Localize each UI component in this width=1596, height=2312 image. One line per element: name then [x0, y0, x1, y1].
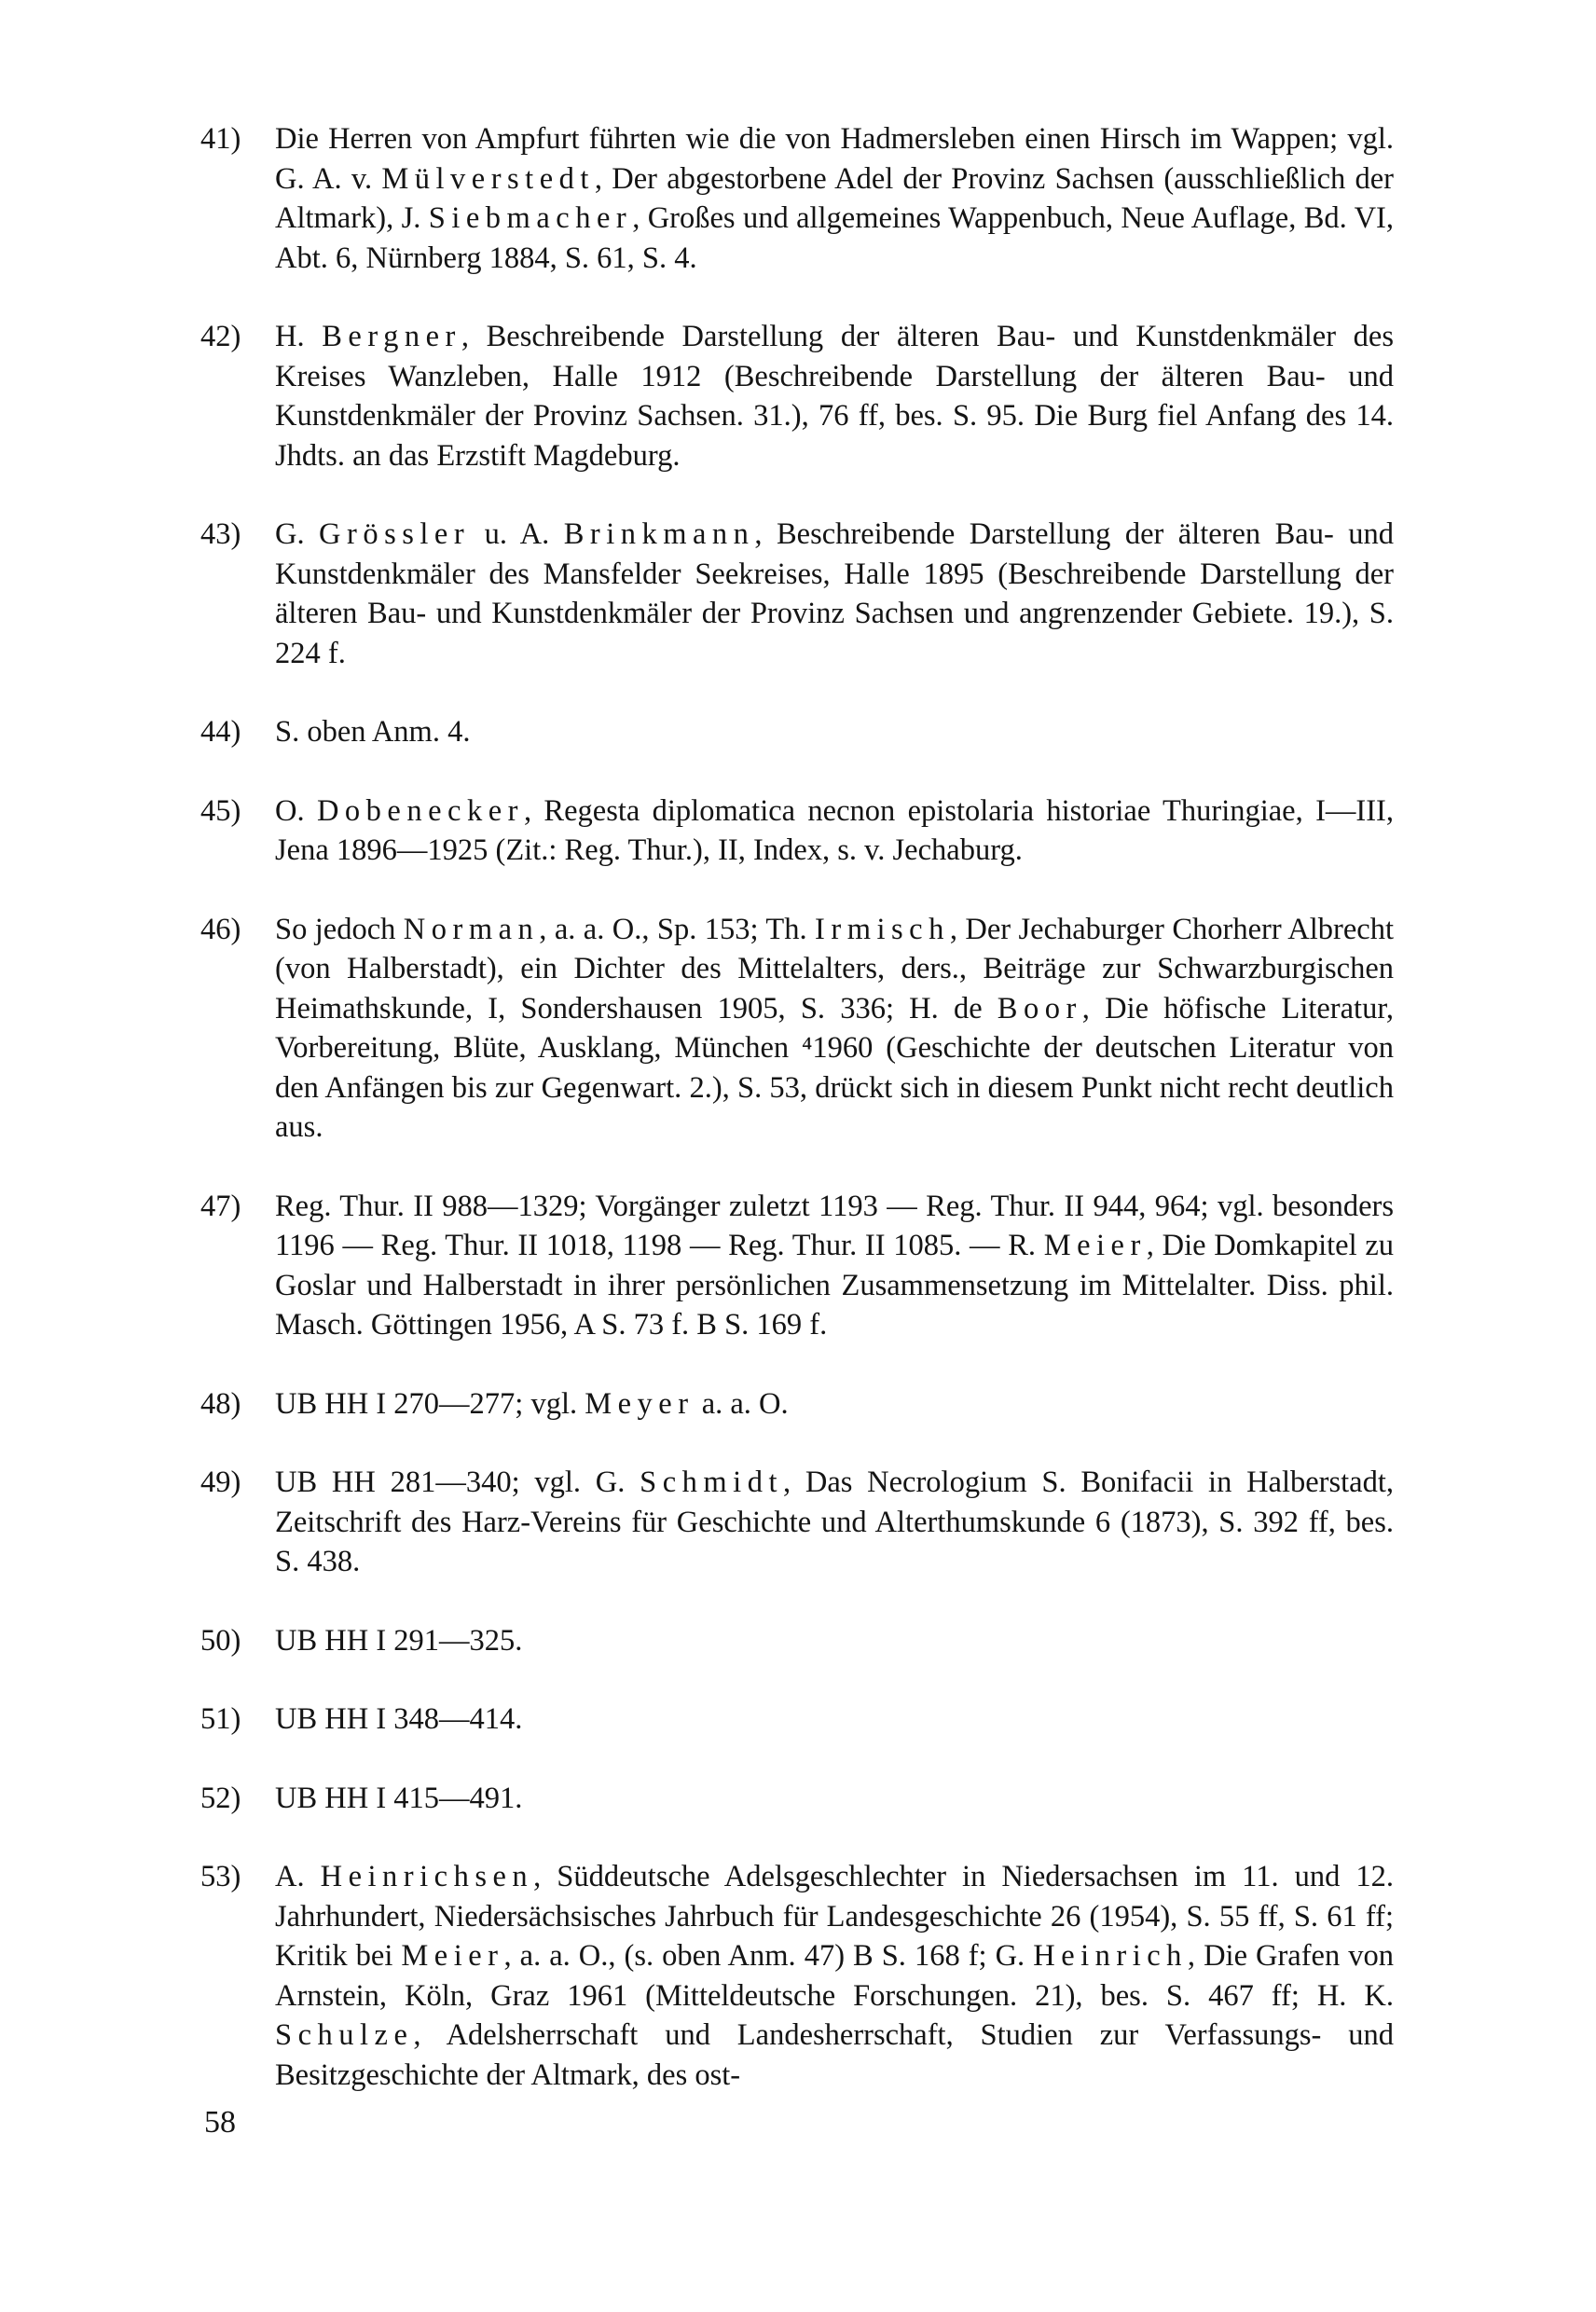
- footnote-1: [200, 317, 1394, 475]
- author-name: Dobenecker: [316, 793, 524, 828]
- footnote-0: [200, 119, 1394, 278]
- footnote-text: UB HH I 270—277; vgl.: [275, 1386, 585, 1421]
- footnote-2: [200, 515, 1394, 673]
- author-name: Meier: [401, 1939, 504, 1973]
- footnote-number: 43): [200, 517, 241, 551]
- footnote-text: , Großes und allgemeines Wappenbuch, Neue Auflage, Bd. VI, Abt. 6, Nürnberg 1884, S. 61, S. 4.: [275, 201, 1394, 275]
- footnote-number: 47): [200, 1189, 241, 1223]
- footnote-6: [200, 1187, 1394, 1345]
- footnote-12: [200, 1857, 1394, 2095]
- footnote-text: , Die Grafen von Arnstein, Köln, Graz 1961 (Mitteldeutsche Forschungen. 21), bes. S. 467 ff; H. K.: [275, 1939, 1394, 2013]
- footnote-number: 44): [200, 715, 241, 749]
- author-name: Brinkmann: [563, 517, 755, 551]
- author-name: Heinrichsen: [320, 1860, 534, 1893]
- author-name: Irmisch: [815, 912, 950, 946]
- footnote-number: 52): [200, 1781, 241, 1815]
- footnote-7: [200, 1384, 1394, 1424]
- footnote-text: A.: [275, 1860, 321, 1893]
- footnote-number: 48): [200, 1386, 241, 1421]
- footnote-number: 42): [200, 320, 241, 353]
- author-name: Siebmacher: [428, 201, 633, 235]
- footnote-11: [200, 1779, 1394, 1819]
- author-name: Grössler: [319, 517, 471, 551]
- footnote-9: [200, 1621, 1394, 1661]
- footnote-text: a. a. O.: [694, 1386, 789, 1421]
- footnote-number: 41): [200, 122, 241, 156]
- footnote-text: , Die höfische Literatur, Vorbereitung, Blüte, Ausklang, München ⁴1960 (Geschichte der deutschen Literatur von den Anfängen bis zur Gegenwart. 2.), S. 53, drückt sich in diesem Punkt nicht recht deutlich aus.: [275, 991, 1394, 1144]
- footnote-text: So jedoch: [275, 912, 404, 946]
- footnote-text: UB HH I 415—491.: [275, 1781, 523, 1815]
- footnote-text: u. A.: [470, 517, 564, 551]
- footnote-number: 49): [200, 1466, 241, 1499]
- footnote-text: Reg. Thur. II 988—1329; Vorgänger zuletzt 1193 — Reg. Thur. II 944, 964; vgl. besonders 1196 — Reg. Thur. II 1018, 1198 — Reg. Thur. II 1085. — R.: [275, 1189, 1394, 1262]
- footnote-text: , Die Domkapitel zu Goslar und Halberstadt in ihrer persönlichen Zusammensetzung im Mittelalter. Diss. phil. Masch. Göttingen 1956, A S. 73 f. B S. 169 f.: [275, 1229, 1394, 1342]
- author-name: Meier: [1043, 1229, 1147, 1262]
- footnote-3: [200, 712, 1394, 752]
- footnote-10: [200, 1700, 1394, 1740]
- footnote-number: 51): [200, 1702, 241, 1736]
- footnote-text: , Süddeutsche Adelsgeschlechter in Niedersachsen im 11. und 12. Jahrhundert, Niedersächsisches Jahrbuch für Landesgeschichte 26 (1954), S. 55 ff, S. 61 ff; Kritik bei: [275, 1860, 1394, 1973]
- author-name: Mülverstedt: [381, 161, 595, 196]
- footnote-text: UB HH I 291—325.: [275, 1623, 523, 1658]
- footnote-text: , Regesta diplomatica necnon epistolaria historiae Thuringiae, I—III, Jena 1896—1925 (Zit.: Reg. Thur.), II, Index, s. v. Jechaburg.: [275, 793, 1394, 867]
- footnote-8: [200, 1463, 1394, 1582]
- author-name: Schulze: [275, 2018, 414, 2052]
- footnote-text: G.: [275, 517, 320, 551]
- footnote-5: [200, 910, 1394, 1148]
- author-name: Heinrich: [1033, 1939, 1188, 1973]
- author-name: Bergner: [322, 320, 461, 353]
- footnote-number: 46): [200, 912, 241, 946]
- footnote-text: H.: [275, 320, 323, 353]
- footnote-4: [200, 791, 1394, 871]
- author-name: Boor: [997, 991, 1082, 1025]
- footnote-text: , Das Necrologium S. Bonifacii in Halberstadt, Zeitschrift des Harz-Vereins für Geschichte und Alterthumskunde 6 (1873), S. 392 ff, bes. S. 438.: [275, 1466, 1394, 1578]
- footnote-text: O.: [275, 793, 317, 828]
- footnote-text: Die Herren von Ampfurt führten wie die von Hadmersleben einen Hirsch im Wappen; vgl. G. A. v.: [275, 122, 1394, 196]
- footnote-text: , Der abgestorbene Adel der Provinz Sachsen (ausschließlich der Altmark), J.: [275, 161, 1394, 235]
- author-name: Meyer: [585, 1386, 695, 1421]
- footnote-number: 45): [200, 793, 241, 828]
- footnote-number: 50): [200, 1623, 241, 1658]
- footnote-text: UB HH 281—340; vgl. G.: [275, 1466, 640, 1499]
- author-name: Schmidt: [640, 1466, 783, 1499]
- footnote-text: , Beschreibende Darstellung der älteren Bau- und Kunstdenkmäler des Kreises Wanzleben, Halle 1912 (Beschreibende Darstellung der älteren Bau- und Kunstdenkmäler der Provinz Sachsen. 31.), 76 ff, bes. S. 95. Die Burg fiel Anfang des 14. Jhdts. an das Erzstift Magdeburg.: [275, 320, 1394, 473]
- author-name: Norman: [403, 912, 540, 946]
- footnote-text: UB HH I 348—414.: [275, 1702, 523, 1736]
- footnote-text: S. oben Anm. 4.: [275, 715, 471, 749]
- footnote-text: , Adelsherrschaft und Landesherrschaft, Studien zur Verfassungs- und Besitzgeschichte der Altmark, des ost-: [275, 2018, 1394, 2092]
- footnote-number: 53): [200, 1860, 241, 1893]
- footnotes-block: [200, 119, 1394, 2134]
- page-number: 58: [204, 2105, 236, 2140]
- footnote-text: , Der Jechaburger Chorherr Albrecht (von Halberstadt), ein Dichter des Mittelalters, ders., Beiträge zur Schwarzburgischen Heimathskunde, I, Sondershausen 1905, S. 336; H. de: [275, 912, 1394, 1025]
- footnote-text: , Beschreibende Darstellung der älteren Bau- und Kunstdenkmäler des Mansfelder Seekreises, Halle 1895 (Beschreibende Darstellung der älteren Bau- und Kunstdenkmäler der Provinz Sachsen und angrenzender Gebiete. 19.), S. 224 f.: [275, 517, 1394, 670]
- footnote-text: , a. a. O., Sp. 153; Th.: [539, 912, 816, 946]
- footnote-text: , a. a. O., (s. oben Anm. 47) B S. 168 f; G.: [503, 1939, 1034, 1973]
